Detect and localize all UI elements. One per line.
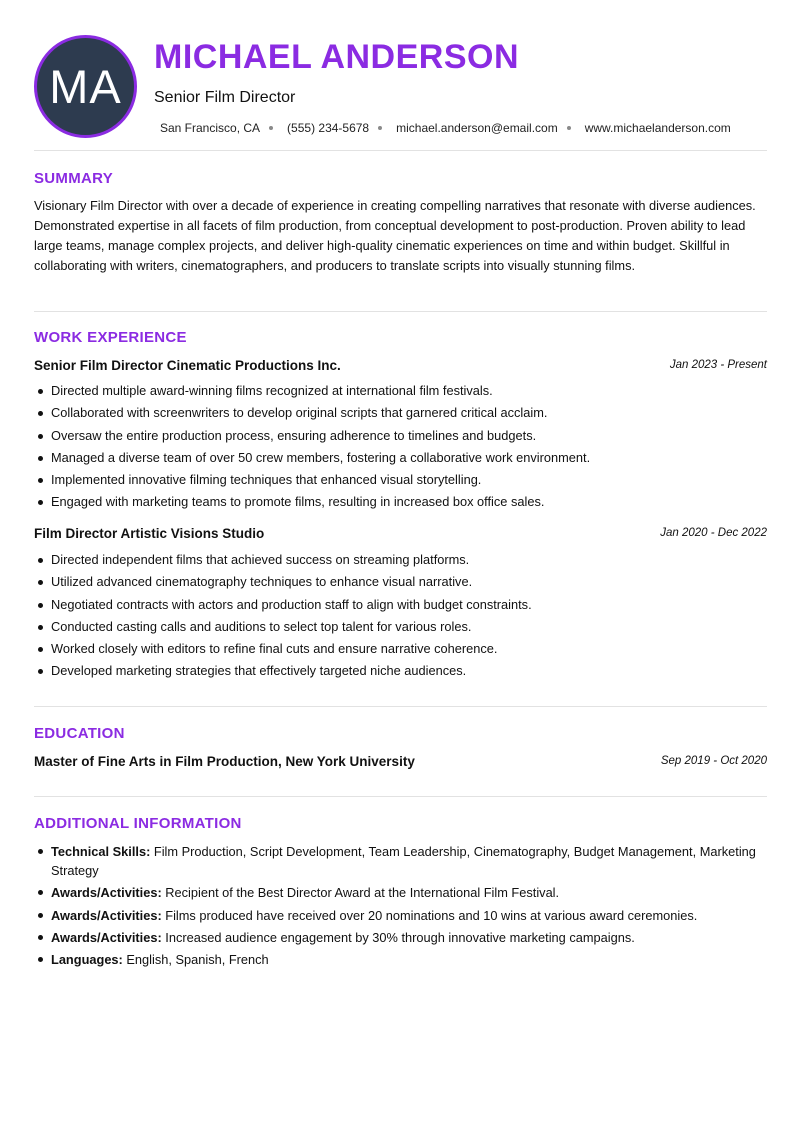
job-bullets xyxy=(34,380,769,514)
item-label: Awards/Activities: xyxy=(51,929,162,945)
additional-list xyxy=(34,842,769,972)
contact-phone: (555) 234-5678 xyxy=(287,121,370,135)
section-divider xyxy=(34,311,767,312)
item-label: Awards/Activities: xyxy=(51,907,162,923)
summary-heading: SUMMARY xyxy=(34,170,114,187)
section-divider xyxy=(34,796,767,797)
list-item xyxy=(34,906,769,925)
item-label: Technical Skills: xyxy=(51,844,151,859)
item-label: Awards/Activities: xyxy=(51,885,162,901)
list-item xyxy=(34,883,769,902)
candidate-name: MICHAEL ANDERSON xyxy=(154,38,520,76)
job-date: Jan 2020 - Dec 2022 xyxy=(660,527,767,539)
education-date: Sep 2019 - Oct 2020 xyxy=(660,755,767,767)
list-item: Worked closely with editors to refine final cuts and ensure narrative coherence. xyxy=(34,638,769,660)
job-header xyxy=(34,526,767,544)
list-item xyxy=(34,928,769,947)
summary-text: Visionary Film Director with over a decade of experience in creating compelling narratives that resonate with diverse audiences. Demonstrated expertise in all facets of film production, from conceptual development to post-production. Proven ability to lead large teams, manage complex projects, and deliver high-quality cinematic experiences on time and within budget. Skillful in collaborating with writers, cinematographers, and producers to translate scripts into visually stunning films. xyxy=(34,198,756,273)
list-item: Directed multiple award-winning films recognized at international film festivals. xyxy=(34,380,769,402)
item-label: Languages: xyxy=(51,952,123,968)
item-text: Recipient of the Best Director Award at the International Film Festival. xyxy=(161,885,560,901)
list-item: Utilized advanced cinematography techniques to enhance visual narrative. xyxy=(34,571,769,593)
job-title: Senior Film Director Cinematic Productions Inc. xyxy=(34,358,341,373)
job-title: Film Director Artistic Visions Studio xyxy=(34,526,265,541)
list-item: Directed independent films that achieved success on streaming platforms. xyxy=(34,549,769,571)
section-divider xyxy=(34,150,767,151)
item-text: Films produced have received over 20 nominations and 10 wins at various award ceremonies. xyxy=(161,907,698,923)
list-item: Conducted casting calls and auditions to select top talent for various roles. xyxy=(34,616,769,638)
contact-email[interactable]: michael.anderson@email.com xyxy=(396,121,558,135)
education-heading: EDUCATION xyxy=(34,725,125,742)
item-text: English, Spanish, French xyxy=(122,952,269,968)
separator-dot-icon xyxy=(269,126,273,130)
job-bullets xyxy=(34,549,769,683)
job-date: Jan 2023 - Present xyxy=(669,359,767,371)
experience-heading: WORK EXPERIENCE xyxy=(34,329,187,346)
degree-title: Master of Fine Arts in Film Production, New York University xyxy=(34,754,415,769)
list-item: Oversaw the entire production process, ensuring adherence to timelines and budgets. xyxy=(34,425,769,447)
education-entry xyxy=(34,754,767,772)
section-divider xyxy=(34,706,767,707)
list-item: Implemented innovative filming techniques that enhanced visual storytelling. xyxy=(34,469,769,491)
additional-heading: ADDITIONAL INFORMATION xyxy=(34,815,242,832)
separator-dot-icon xyxy=(378,126,382,130)
contact-bar xyxy=(160,120,731,136)
list-item: Managed a diverse team of over 50 crew members, fostering a collaborative work environment. xyxy=(34,447,769,469)
separator-dot-icon xyxy=(567,126,571,130)
list-item: Collaborated with screenwriters to develop original scripts that garnered critical acclaim. xyxy=(34,402,769,424)
list-item: Negotiated contracts with actors and production staff to align with budget constraints. xyxy=(34,594,769,616)
item-text: Increased audience engagement by 30% through innovative marketing campaigns. xyxy=(161,929,635,945)
avatar-initials: MA xyxy=(49,60,122,113)
avatar xyxy=(34,35,137,138)
job-header xyxy=(34,358,767,376)
candidate-role: Senior Film Director xyxy=(154,89,296,106)
list-item xyxy=(34,950,769,969)
contact-website[interactable]: www.michaelanderson.com xyxy=(584,121,731,135)
item-text: Film Production, Script Development, Team Leadership, Cinematography, Budget Management, Marketing Strategy xyxy=(51,844,756,878)
contact-location: San Francisco, CA xyxy=(160,121,261,135)
list-item: Developed marketing strategies that effectively targeted niche audiences. xyxy=(34,660,769,682)
list-item xyxy=(34,842,769,880)
list-item: Engaged with marketing teams to promote films, resulting in increased box office sales. xyxy=(34,491,769,513)
